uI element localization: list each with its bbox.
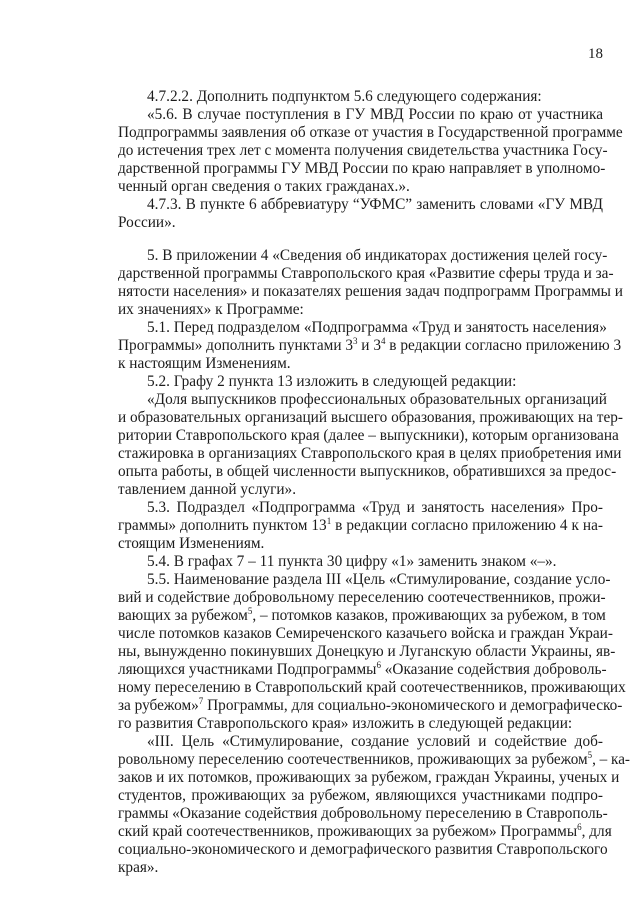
- text-run: стажировка в организациях Ставропольского края в целях приобретения ими: [118, 445, 622, 462]
- text-run: опыта работы, в общей численности выпускников, обратившихся за предос-: [118, 463, 617, 480]
- text-line: [118, 445, 621, 463]
- text-run: го развития Ставропольского края» изложить в следующей редакции:: [118, 715, 573, 732]
- text-line: [118, 160, 605, 178]
- text-line: [147, 391, 607, 409]
- text-line: [118, 661, 607, 679]
- text-line: [147, 106, 603, 124]
- text-line: [118, 355, 291, 373]
- text-run: ляющихся участниками Подпрограммы: [118, 661, 377, 678]
- text-line: [118, 841, 608, 859]
- text-line: [118, 535, 264, 553]
- text-run: нятости населения» и показателях решения задач подпрограмм Программы и: [118, 283, 623, 300]
- text-line: [147, 499, 603, 517]
- text-run: и образовательных организаций высшего образования, проживающих на тер-: [118, 409, 623, 426]
- text-run: «Оказание содействия доброволь-: [380, 661, 607, 678]
- text-run: тавлением данной услуги».: [118, 481, 297, 498]
- text-run: , – потомков казаков, проживающих за рубежом, в том: [252, 607, 606, 624]
- footnote-superscript: 4: [380, 336, 386, 346]
- text-line: [118, 625, 613, 643]
- text-line: [118, 427, 619, 445]
- text-run: края».: [118, 859, 159, 876]
- text-run: Программы, для социально-экономического и демографическо-: [203, 697, 623, 714]
- text-line: [118, 589, 606, 607]
- text-line: [118, 142, 608, 160]
- text-run: 4.7.2.2. Дополнить подпунктом 5.6 следующего содержания:: [147, 88, 542, 105]
- text-run: 5. В приложении 4 «Сведения об индикаторах достижения целей госу-: [147, 247, 608, 264]
- text-line: [118, 859, 158, 877]
- text-run: ритории Ставропольского края (далее – выпускники), которым организована: [118, 427, 619, 444]
- text-line: [118, 643, 615, 661]
- text-line: [147, 247, 607, 265]
- text-run: стоящим Изменениям.: [118, 535, 265, 552]
- text-line: [118, 715, 572, 733]
- text-line: [118, 265, 614, 283]
- text-run: граммы «Оказание содействия добровольному переселению в Ставрополь-: [118, 805, 608, 822]
- text-line: [118, 481, 296, 499]
- text-run: социально-экономического и демографического развития Ставропольского: [118, 841, 608, 858]
- text-line: [118, 214, 176, 232]
- text-run: их значениях» к Программе:: [118, 301, 304, 318]
- text-run: заков и их потомков, проживающих за рубежом, граждан Украины, ученых и: [118, 769, 620, 786]
- text-run: России».: [118, 214, 176, 231]
- text-run: Программы» дополнить пунктами 3: [118, 337, 353, 354]
- text-run: «Доля выпускников профессиональных образовательных организаций: [147, 391, 607, 408]
- text-run: ному переселению в Ставропольский край соотечественников, проживающих: [118, 679, 626, 696]
- text-run: числе потомков казаков Семиреченского казачьего войска и граждан Украи-: [118, 625, 613, 642]
- text-line: [118, 409, 623, 427]
- text-run: , для: [581, 823, 612, 840]
- footnote-superscript: 6: [577, 822, 582, 832]
- text-line: [118, 517, 603, 535]
- text-line: [147, 553, 556, 571]
- text-run: граммы» дополнить пунктом 13: [118, 517, 327, 534]
- footnote-superscript: 1: [326, 516, 332, 526]
- text-line: [147, 196, 603, 214]
- text-run: вающих за рубежом: [118, 607, 248, 624]
- text-run: 5.1. Перед подразделом «Подпрограмма «Труд и занятость населения»: [147, 319, 607, 336]
- text-line: [147, 571, 610, 589]
- text-run: студентов, проживающих за рубежом, являющихся участниками подпро-: [118, 787, 603, 804]
- footnote-superscript: 5: [247, 606, 253, 616]
- text-run: ны, вынужденно покинувших Донецкую и Луганскую области Украины, яв-: [118, 643, 616, 660]
- text-run: ровольному переселению соотечественников, проживающих за рубежом: [118, 751, 588, 768]
- text-run: дарственной программы Ставропольского края «Развитие сферы труда и за-: [118, 265, 614, 282]
- text-line: [118, 823, 612, 841]
- text-line: [118, 124, 623, 142]
- text-run: вий и содействие добровольному переселению соотечественников, прожи-: [118, 589, 606, 606]
- text-run: «5.6. В случае поступления в ГУ МВД России по краю от участника: [147, 106, 603, 123]
- text-run: в редакции согласно приложению 4 к на-: [331, 517, 603, 534]
- text-line: [147, 319, 607, 337]
- text-run: 5.3. Подраздел «Подпрограмма «Труд и занятость населения» Про-: [147, 499, 603, 516]
- text-run: Подпрограммы заявления об отказе от участия в Государственной программе: [118, 124, 623, 141]
- text-run: ский край соотечественников, проживающих за рубежом» Программы: [118, 823, 578, 840]
- text-run: «III. Цель «Стимулирование, создание условий и содействие доб-: [147, 733, 603, 750]
- text-line: [118, 607, 606, 625]
- text-line: [147, 733, 603, 751]
- text-run: за рубежом»: [118, 697, 199, 714]
- text-run: в редакции согласно приложению 3: [385, 337, 622, 354]
- text-run: ченный орган сведения о таких гражданах.».: [118, 178, 410, 195]
- text-run: и 3: [357, 337, 381, 354]
- text-run: к настоящим Изменениям.: [118, 355, 291, 372]
- footnote-superscript: 7: [198, 696, 204, 706]
- text-line: [118, 679, 626, 697]
- text-run: дарственной программы ГУ МВД России по краю направляет в уполномо-: [118, 160, 606, 177]
- text-run: 5.4. В графах 7 – 11 пункта 30 цифру «1» заменить знаком «–».: [147, 553, 557, 570]
- text-run: до истечения трех лет с момента получения свидетельства участника Госу-: [118, 142, 608, 159]
- footnote-superscript: 6: [376, 660, 381, 670]
- text-line: [118, 283, 623, 301]
- text-line: [118, 751, 630, 769]
- text-run: 5.5. Наименование раздела III «Цель «Стимулирование, создание усло-: [147, 571, 611, 588]
- footnote-superscript: 3: [352, 336, 358, 346]
- text-run: , – ка-: [592, 751, 630, 768]
- text-line: [118, 805, 608, 823]
- text-line: [147, 373, 516, 391]
- text-line: [118, 769, 619, 787]
- text-line: [118, 178, 410, 196]
- text-line: [118, 787, 603, 805]
- text-run: 5.2. Графу 2 пункта 13 изложить в следующей редакции:: [147, 373, 517, 390]
- text-line: [118, 337, 621, 355]
- text-line: [118, 697, 622, 715]
- text-line: [147, 88, 542, 106]
- page-number: 18: [588, 46, 603, 62]
- text-line: [118, 463, 616, 481]
- footnote-superscript: 5: [587, 750, 593, 760]
- text-line: [118, 301, 304, 319]
- text-run: 4.7.3. В пункте 6 аббревиатуру “УФМС” заменить словами «ГУ МВД: [147, 196, 603, 213]
